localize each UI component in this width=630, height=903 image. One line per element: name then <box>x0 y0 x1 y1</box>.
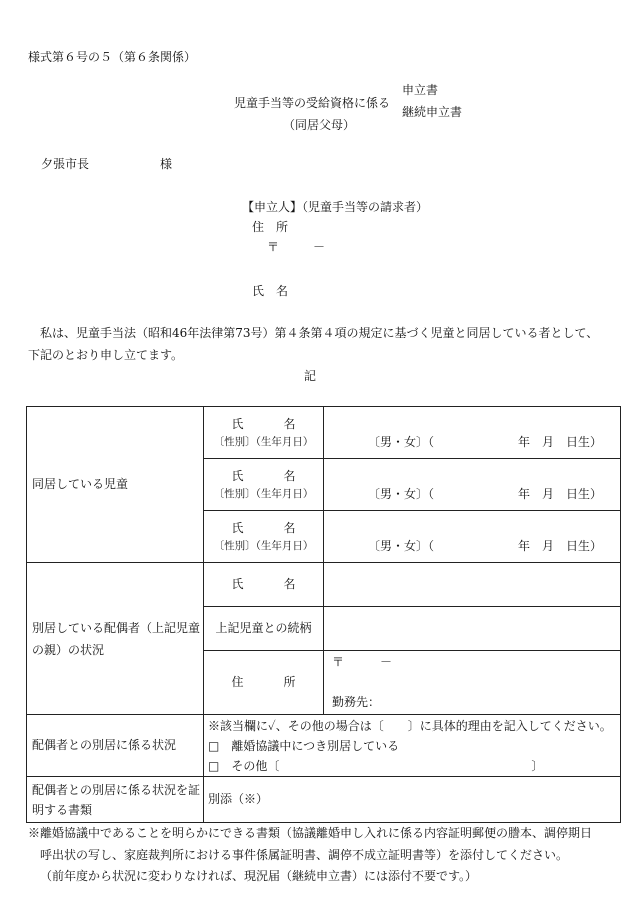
child-label-cell <box>204 459 324 511</box>
child-name-label: 氏 名 <box>231 468 310 483</box>
table-row <box>27 715 621 777</box>
statement-line-2: 下記のとおり申し立てます。 <box>28 348 184 362</box>
details-table <box>26 406 621 823</box>
child-sub-label: 〔性別〕（生年月日） <box>213 487 314 500</box>
separation-cell <box>204 715 621 777</box>
applicant-name-label: 氏 名 <box>252 284 289 298</box>
addressee-name: 夕張市長 <box>41 157 90 171</box>
form-number: 様式第６号の５（第６条関係） <box>28 50 197 64</box>
separation-option-divorce[interactable]: □ 離婚協議中につき別居している <box>208 738 400 753</box>
table-row <box>27 563 621 607</box>
spouse-name-label-cell <box>204 563 324 607</box>
spouse-workplace: 勤務先： <box>332 695 381 709</box>
table-row <box>27 777 621 823</box>
document-label: 配偶者との別居に係る状況を証明する書類 <box>27 777 204 823</box>
spouse-name-label: 氏 名 <box>231 577 310 592</box>
table-row <box>27 407 621 459</box>
child-value: 〔男・女〕（ 年 月 日生） <box>368 487 603 502</box>
child-value: 〔男・女〕（ 年 月 日生） <box>368 539 603 554</box>
postal-dash: － <box>313 240 326 254</box>
separation-note: ※該当欄に✓、その他の場合は〔 〕に具体的理由を記入してください。 <box>208 718 612 733</box>
child-value-cell[interactable] <box>324 511 621 563</box>
title-option-application: 申立書 <box>402 83 439 97</box>
spouse-rel-label: 上記児童との続柄 <box>204 607 324 651</box>
separation-label: 配偶者との別居に係る状況 <box>27 715 204 777</box>
spouse-address-field[interactable] <box>324 651 621 715</box>
child-sub-label: 〔性別〕（生年月日） <box>213 539 314 552</box>
addressee-honorific: 様 <box>160 157 173 171</box>
child-label-cell <box>204 407 324 459</box>
ki-mark: 記 <box>304 369 317 383</box>
spouse-postal: 〒 － <box>332 655 393 669</box>
postal-mark: 〒 <box>267 240 280 254</box>
footnote-line-2: 呼出状の写し、家庭裁判所における事件係属証明書、調停不成立証明書等）を添付してください。 <box>40 848 569 862</box>
child-name-label: 氏 名 <box>231 520 310 535</box>
child-value-cell[interactable] <box>324 459 621 511</box>
child-name-label: 氏 名 <box>231 416 310 431</box>
child-label-cell <box>204 511 324 563</box>
footnote-line-1: ※離婚協議中であることを明らかにできる書類（協議離婚申し入れに係る内容証明郵便の謄本、調停期日 <box>28 826 593 840</box>
children-label: 同居している児童 <box>27 407 204 563</box>
title-option-continuing: 継続申立書 <box>402 105 463 119</box>
spouse-addr-label-cell <box>204 651 324 715</box>
spouse-name-field[interactable] <box>324 563 621 607</box>
footnote-line-3: （前年度から状況に変わりなければ、現況届（継続申立書）には添付不要です。） <box>40 869 478 883</box>
document-value: 別添（※） <box>204 777 621 823</box>
child-value-cell[interactable] <box>324 407 621 459</box>
child-value: 〔男・女〕（ 年 月 日生） <box>368 435 603 450</box>
applicant-address-label: 住 所 <box>252 220 289 234</box>
child-sub-label: 〔性別〕（生年月日） <box>213 435 314 448</box>
spouse-address-label: 住 所 <box>231 675 310 690</box>
spouse-relationship-field[interactable] <box>324 607 621 651</box>
spouse-label: 別居している配偶者（上記児童の親）の状況 <box>27 563 204 715</box>
separation-option-other[interactable]: □ その他〔 〕 <box>208 758 544 773</box>
form-title: 児童手当等の受給資格に係る <box>234 96 391 110</box>
form-subtitle: （同居父母） <box>283 118 356 132</box>
applicant-heading: 【申立人】（児童手当等の請求者） <box>242 200 429 214</box>
statement-line-1: 私は、児童手当法（昭和46年法律第73号）第４条第４項の規定に基づく児童と同居している者として、 <box>40 326 599 340</box>
